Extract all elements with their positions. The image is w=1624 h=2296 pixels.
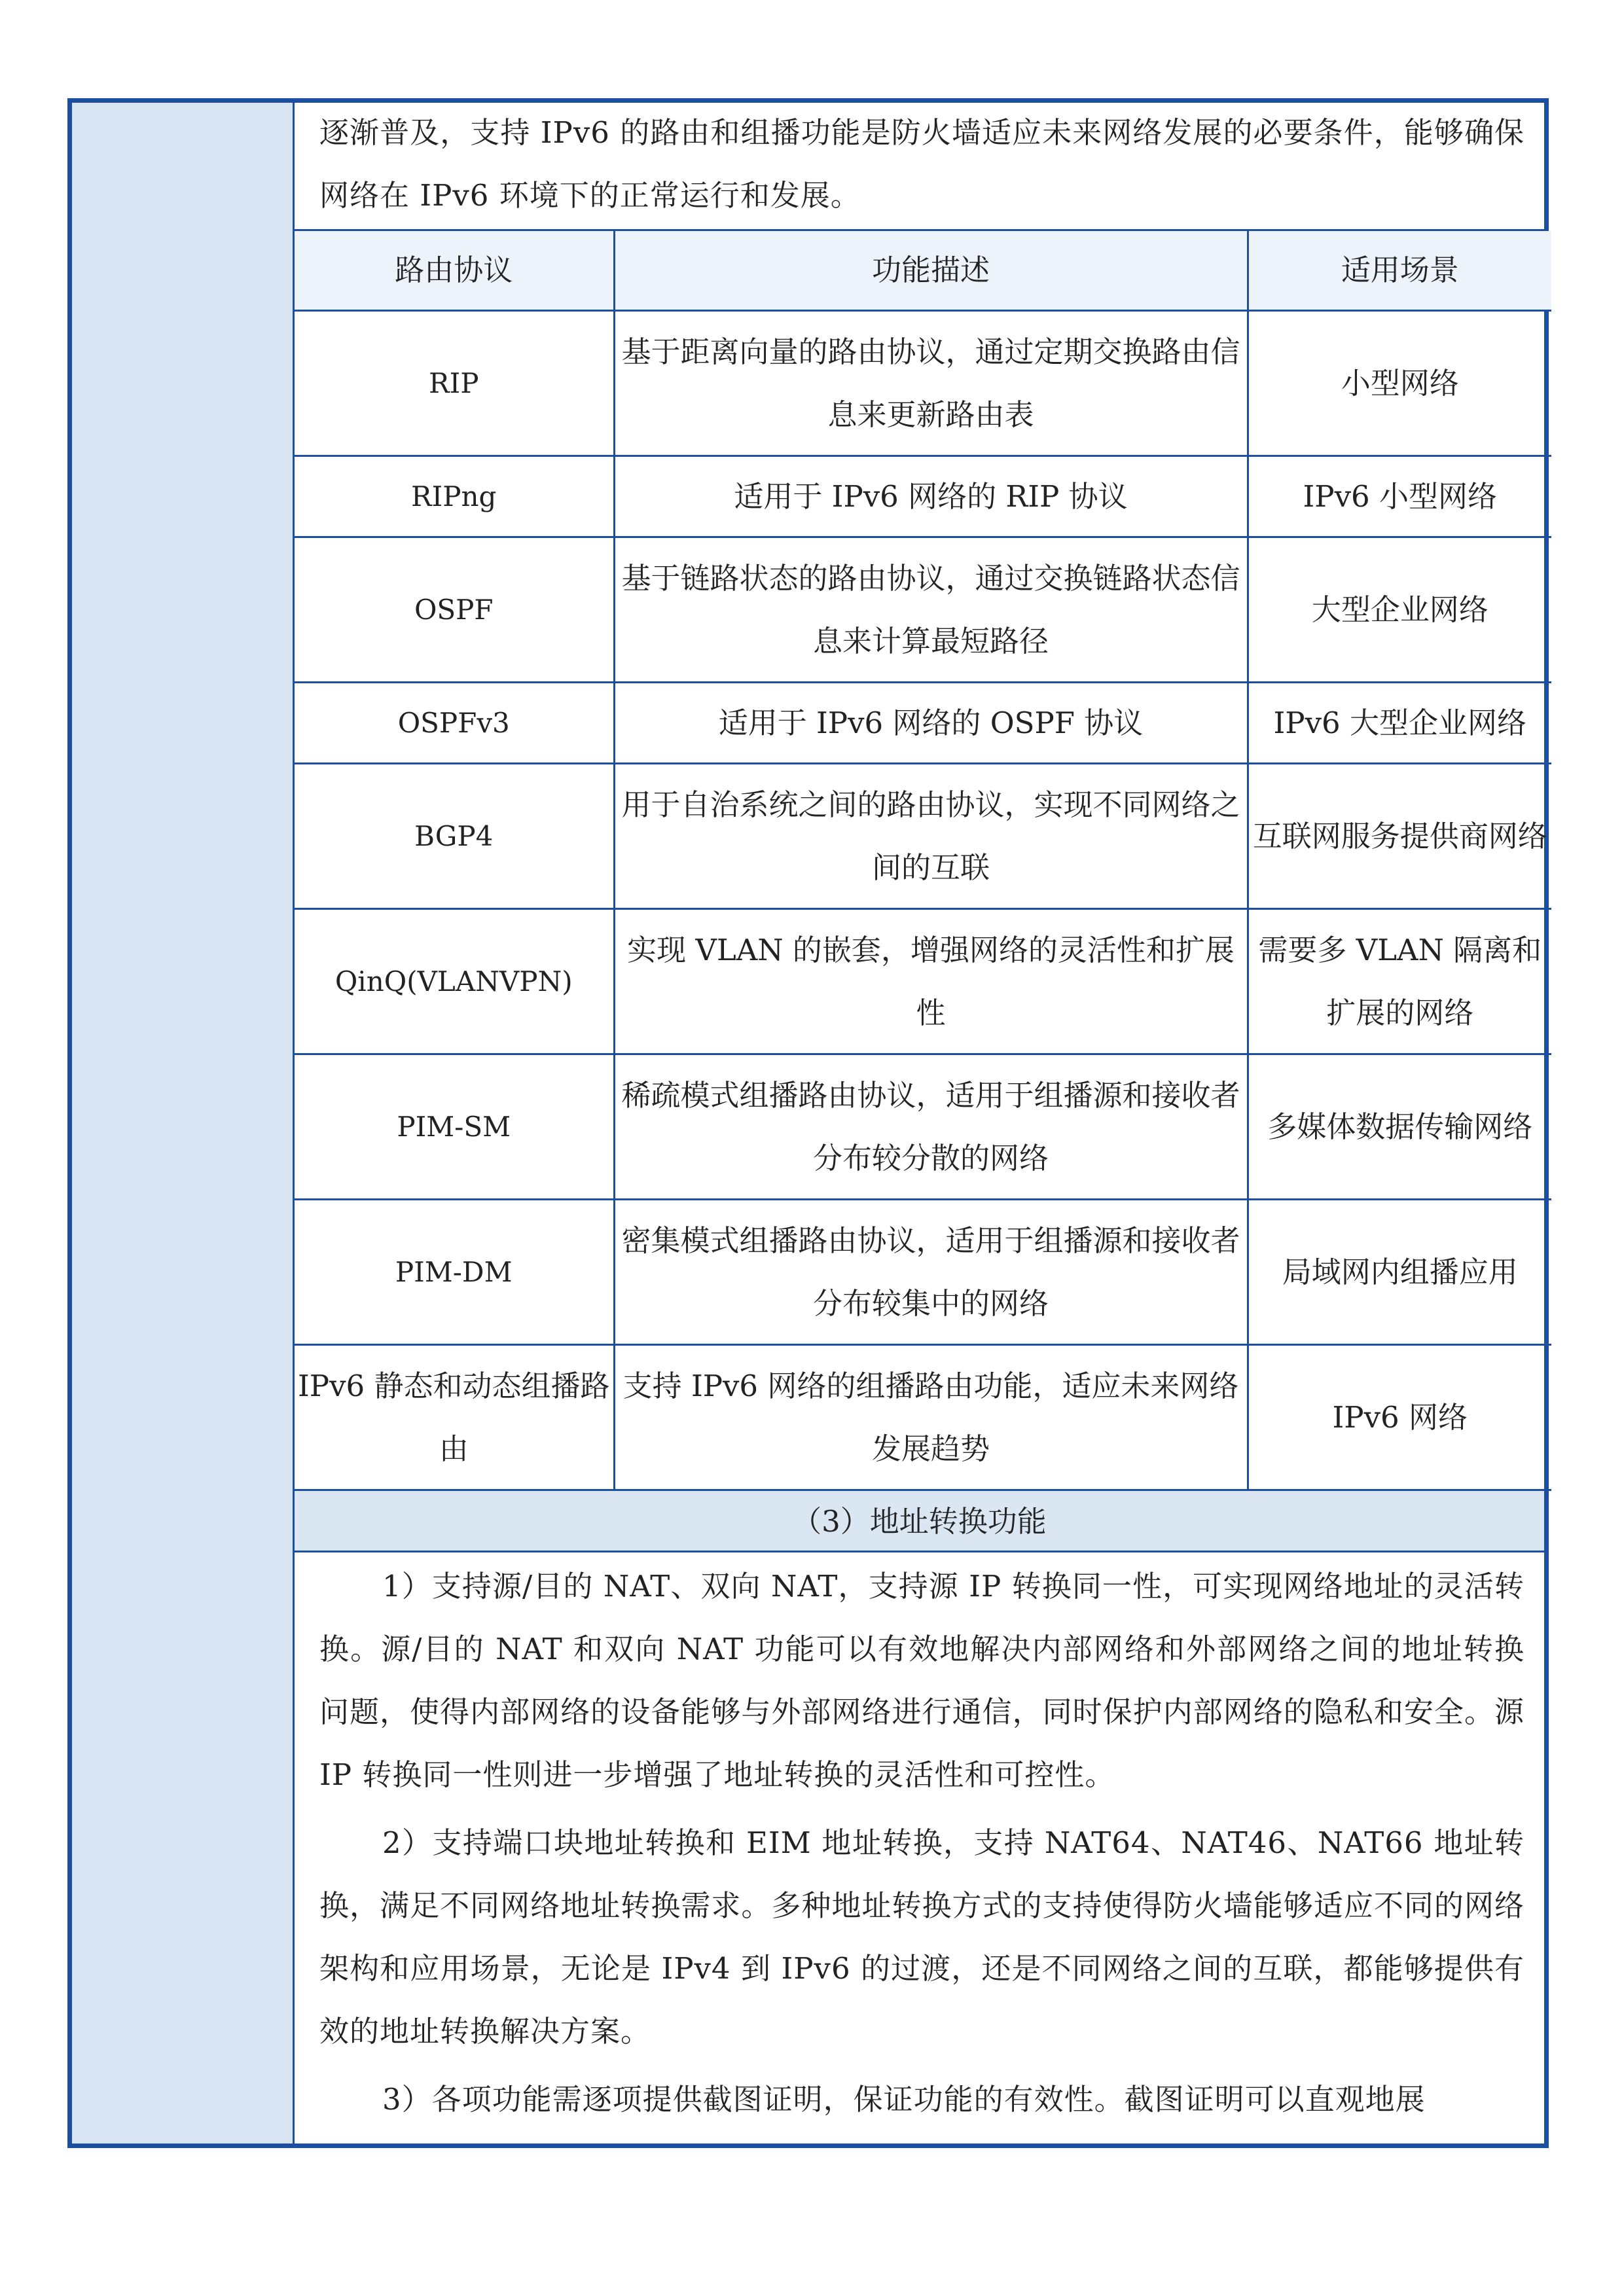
document-frame (67, 98, 1549, 2148)
cell-description: 实现 VLAN 的嵌套，增强网络的灵活性和扩展性 (614, 909, 1248, 1054)
section-body (295, 1552, 1544, 2131)
cell-protocol: OSPFv3 (295, 683, 614, 764)
cell-scenario: 局域网内组播应用 (1248, 1200, 1551, 1345)
section-heading: （3）地址转换功能 (295, 1491, 1544, 1552)
table-row (295, 764, 1551, 909)
cell-description: 适用于 IPv6 网络的 OSPF 协议 (614, 683, 1248, 764)
cell-description: 用于自治系统之间的路由协议，实现不同网络之间的互联 (614, 764, 1248, 909)
table-row (295, 311, 1551, 456)
table-row (295, 1345, 1551, 1490)
cell-scenario: IPv6 小型网络 (1248, 456, 1551, 537)
cell-description: 适用于 IPv6 网络的 RIP 协议 (614, 456, 1248, 537)
table-row (295, 909, 1551, 1054)
header-description: 功能描述 (614, 231, 1248, 311)
header-scenario: 适用场景 (1248, 231, 1551, 311)
cell-description: 稀疏模式组播路由协议，适用于组播源和接收者分布较分散的网络 (614, 1054, 1248, 1200)
cell-scenario: IPv6 大型企业网络 (1248, 683, 1551, 764)
cell-protocol: QinQ(VLANVPN) (295, 909, 614, 1054)
cell-protocol: PIM-SM (295, 1054, 614, 1200)
intro-paragraph: 逐渐普及，支持 IPv6 的路由和组播功能是防火墙适应未来网络发展的必要条件，能够确保网络在 IPv6 环境下的正常运行和发展。 (295, 101, 1544, 231)
table-row (295, 456, 1551, 537)
table-header-row (295, 231, 1551, 311)
left-label-column (72, 103, 295, 2144)
cell-scenario: IPv6 网络 (1248, 1345, 1551, 1490)
body-paragraph: 3）各项功能需逐项提供截图证明，保证功能的有效性。截图证明可以直观地展 (382, 2082, 1426, 2117)
cell-scenario: 大型企业网络 (1248, 537, 1551, 683)
cell-scenario: 互联网服务提供商网络 (1248, 764, 1551, 909)
cell-protocol: RIPng (295, 456, 614, 537)
cell-protocol: BGP4 (295, 764, 614, 909)
table-row (295, 537, 1551, 683)
body-paragraph: 2）支持端口块地址转换和 EIM 地址转换，支持 NAT64、NAT46、NAT66 地址转换，满足不同网络地址转换需求。多种地址转换方式的支持使得防火墙能够适应不同的网络架构和应用场景，无论是 IPv4 到 IPv6 的过渡，还是不同网络之间的互联，都能够提供有效的地址转换解决方案。 (319, 1825, 1525, 2049)
cell-description: 基于链路状态的路由协议，通过交换链路状态信息来计算最短路径 (614, 537, 1248, 683)
table-row (295, 683, 1551, 764)
table-row (295, 1054, 1551, 1200)
cell-protocol: PIM-DM (295, 1200, 614, 1345)
header-protocol: 路由协议 (295, 231, 614, 311)
cell-scenario: 需要多 VLAN 隔离和扩展的网络 (1248, 909, 1551, 1054)
content-column (295, 103, 1547, 2144)
table-row (295, 1200, 1551, 1345)
cell-protocol: RIP (295, 311, 614, 456)
body-paragraph: 1）支持源/目的 NAT、双向 NAT，支持源 IP 转换同一性，可实现网络地址的灵活转换。源/目的 NAT 和双向 NAT 功能可以有效地解决内部网络和外部网络之间的地址转换问题，使得内部网络的设备能够与外部网络进行通信，同时保护内部网络的隐私和安全。源 IP 转换同一性则进一步增强了地址转换的灵活性和可控性。 (319, 1569, 1525, 1792)
cell-protocol: OSPF (295, 537, 614, 683)
cell-protocol: IPv6 静态和动态组播路由 (295, 1345, 614, 1490)
cell-description: 密集模式组播路由协议，适用于组播源和接收者分布较集中的网络 (614, 1200, 1248, 1345)
routing-protocol-table (295, 231, 1551, 1491)
cell-description: 基于距离向量的路由协议，通过定期交换路由信息来更新路由表 (614, 311, 1248, 456)
cell-scenario: 小型网络 (1248, 311, 1551, 456)
cell-description: 支持 IPv6 网络的组播路由功能，适应未来网络发展趋势 (614, 1345, 1248, 1490)
cell-scenario: 多媒体数据传输网络 (1248, 1054, 1551, 1200)
